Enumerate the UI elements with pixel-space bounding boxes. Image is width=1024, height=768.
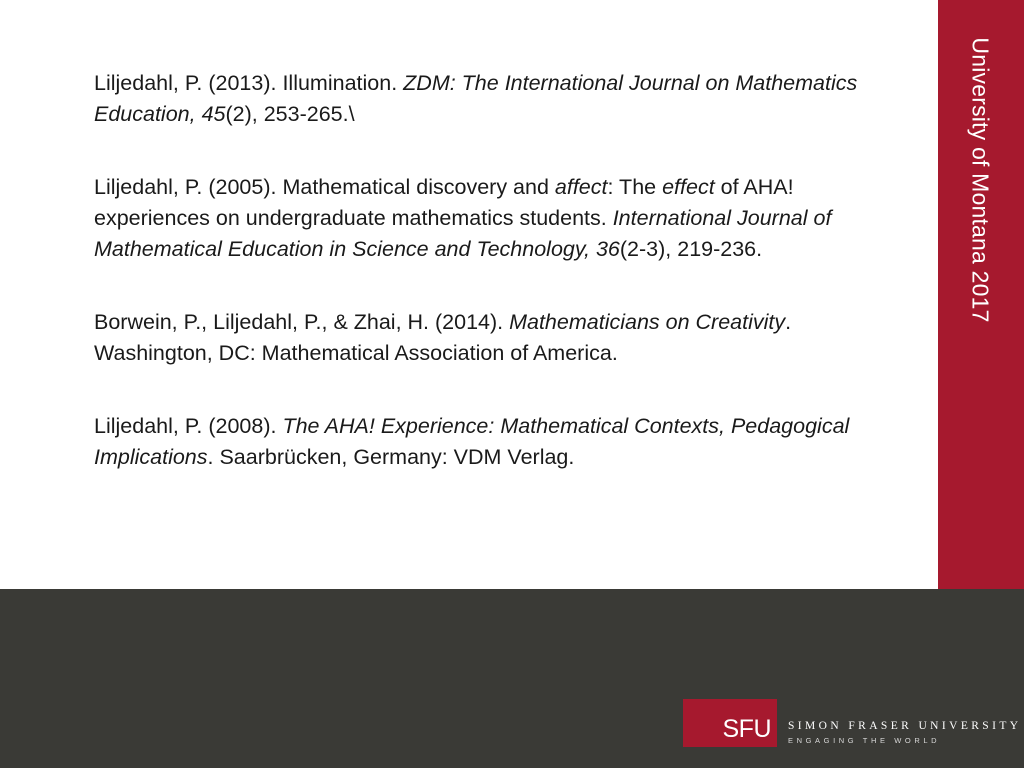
- reference-text: Liljedahl, P. (2013). Illumination.: [94, 71, 404, 95]
- sfu-logo-mark-text: SFU: [722, 715, 771, 743]
- reference-italic-text: Mathematicians on Creativity: [509, 310, 786, 334]
- reference-text: Liljedahl, P. (2008).: [94, 414, 283, 438]
- university-name: SIMON FRASER UNIVERSITY: [788, 720, 1022, 732]
- reference-item: [94, 411, 894, 473]
- reference-italic-text: International Journal of Mathematical Education in Science and Technology, 36: [94, 206, 832, 261]
- reference-italic-text: The AHA! Experience: Mathematical Contexts, Pedagogical Implications: [94, 414, 850, 469]
- reference-text: : The: [607, 175, 663, 199]
- reference-italic-text: affect: [554, 175, 608, 199]
- reference-text: . Washington, DC: Mathematical Association of America.: [94, 310, 792, 365]
- reference-text: of AHA! experiences on undergraduate mathematics students.: [94, 175, 794, 230]
- reference-item: [94, 307, 894, 369]
- reference-text: Borwein, P., Liljedahl, P., & Zhai, H. (2014).: [94, 310, 510, 334]
- reference-italic-text: effect: [662, 175, 715, 199]
- reference-italic-text: ZDM: The International Journal on Mathematics Education, 45: [94, 71, 858, 126]
- reference-item: [94, 172, 894, 265]
- sfu-logo-mark: [683, 699, 777, 747]
- side-label: University of Montana 2017: [967, 37, 994, 323]
- reference-text: Liljedahl, P. (2005). Mathematical discovery and: [94, 175, 555, 199]
- reference-text: . Saarbrücken, Germany: VDM Verlag.: [207, 445, 575, 469]
- sfu-logo-wordmark: [788, 719, 1022, 747]
- reference-list: [94, 68, 894, 515]
- reference-item: [94, 68, 894, 130]
- reference-text: (2-3), 219-236.: [619, 237, 763, 261]
- reference-text: (2), 253-265.\: [225, 102, 355, 126]
- university-tagline: ENGAGING THE WORLD: [788, 736, 941, 745]
